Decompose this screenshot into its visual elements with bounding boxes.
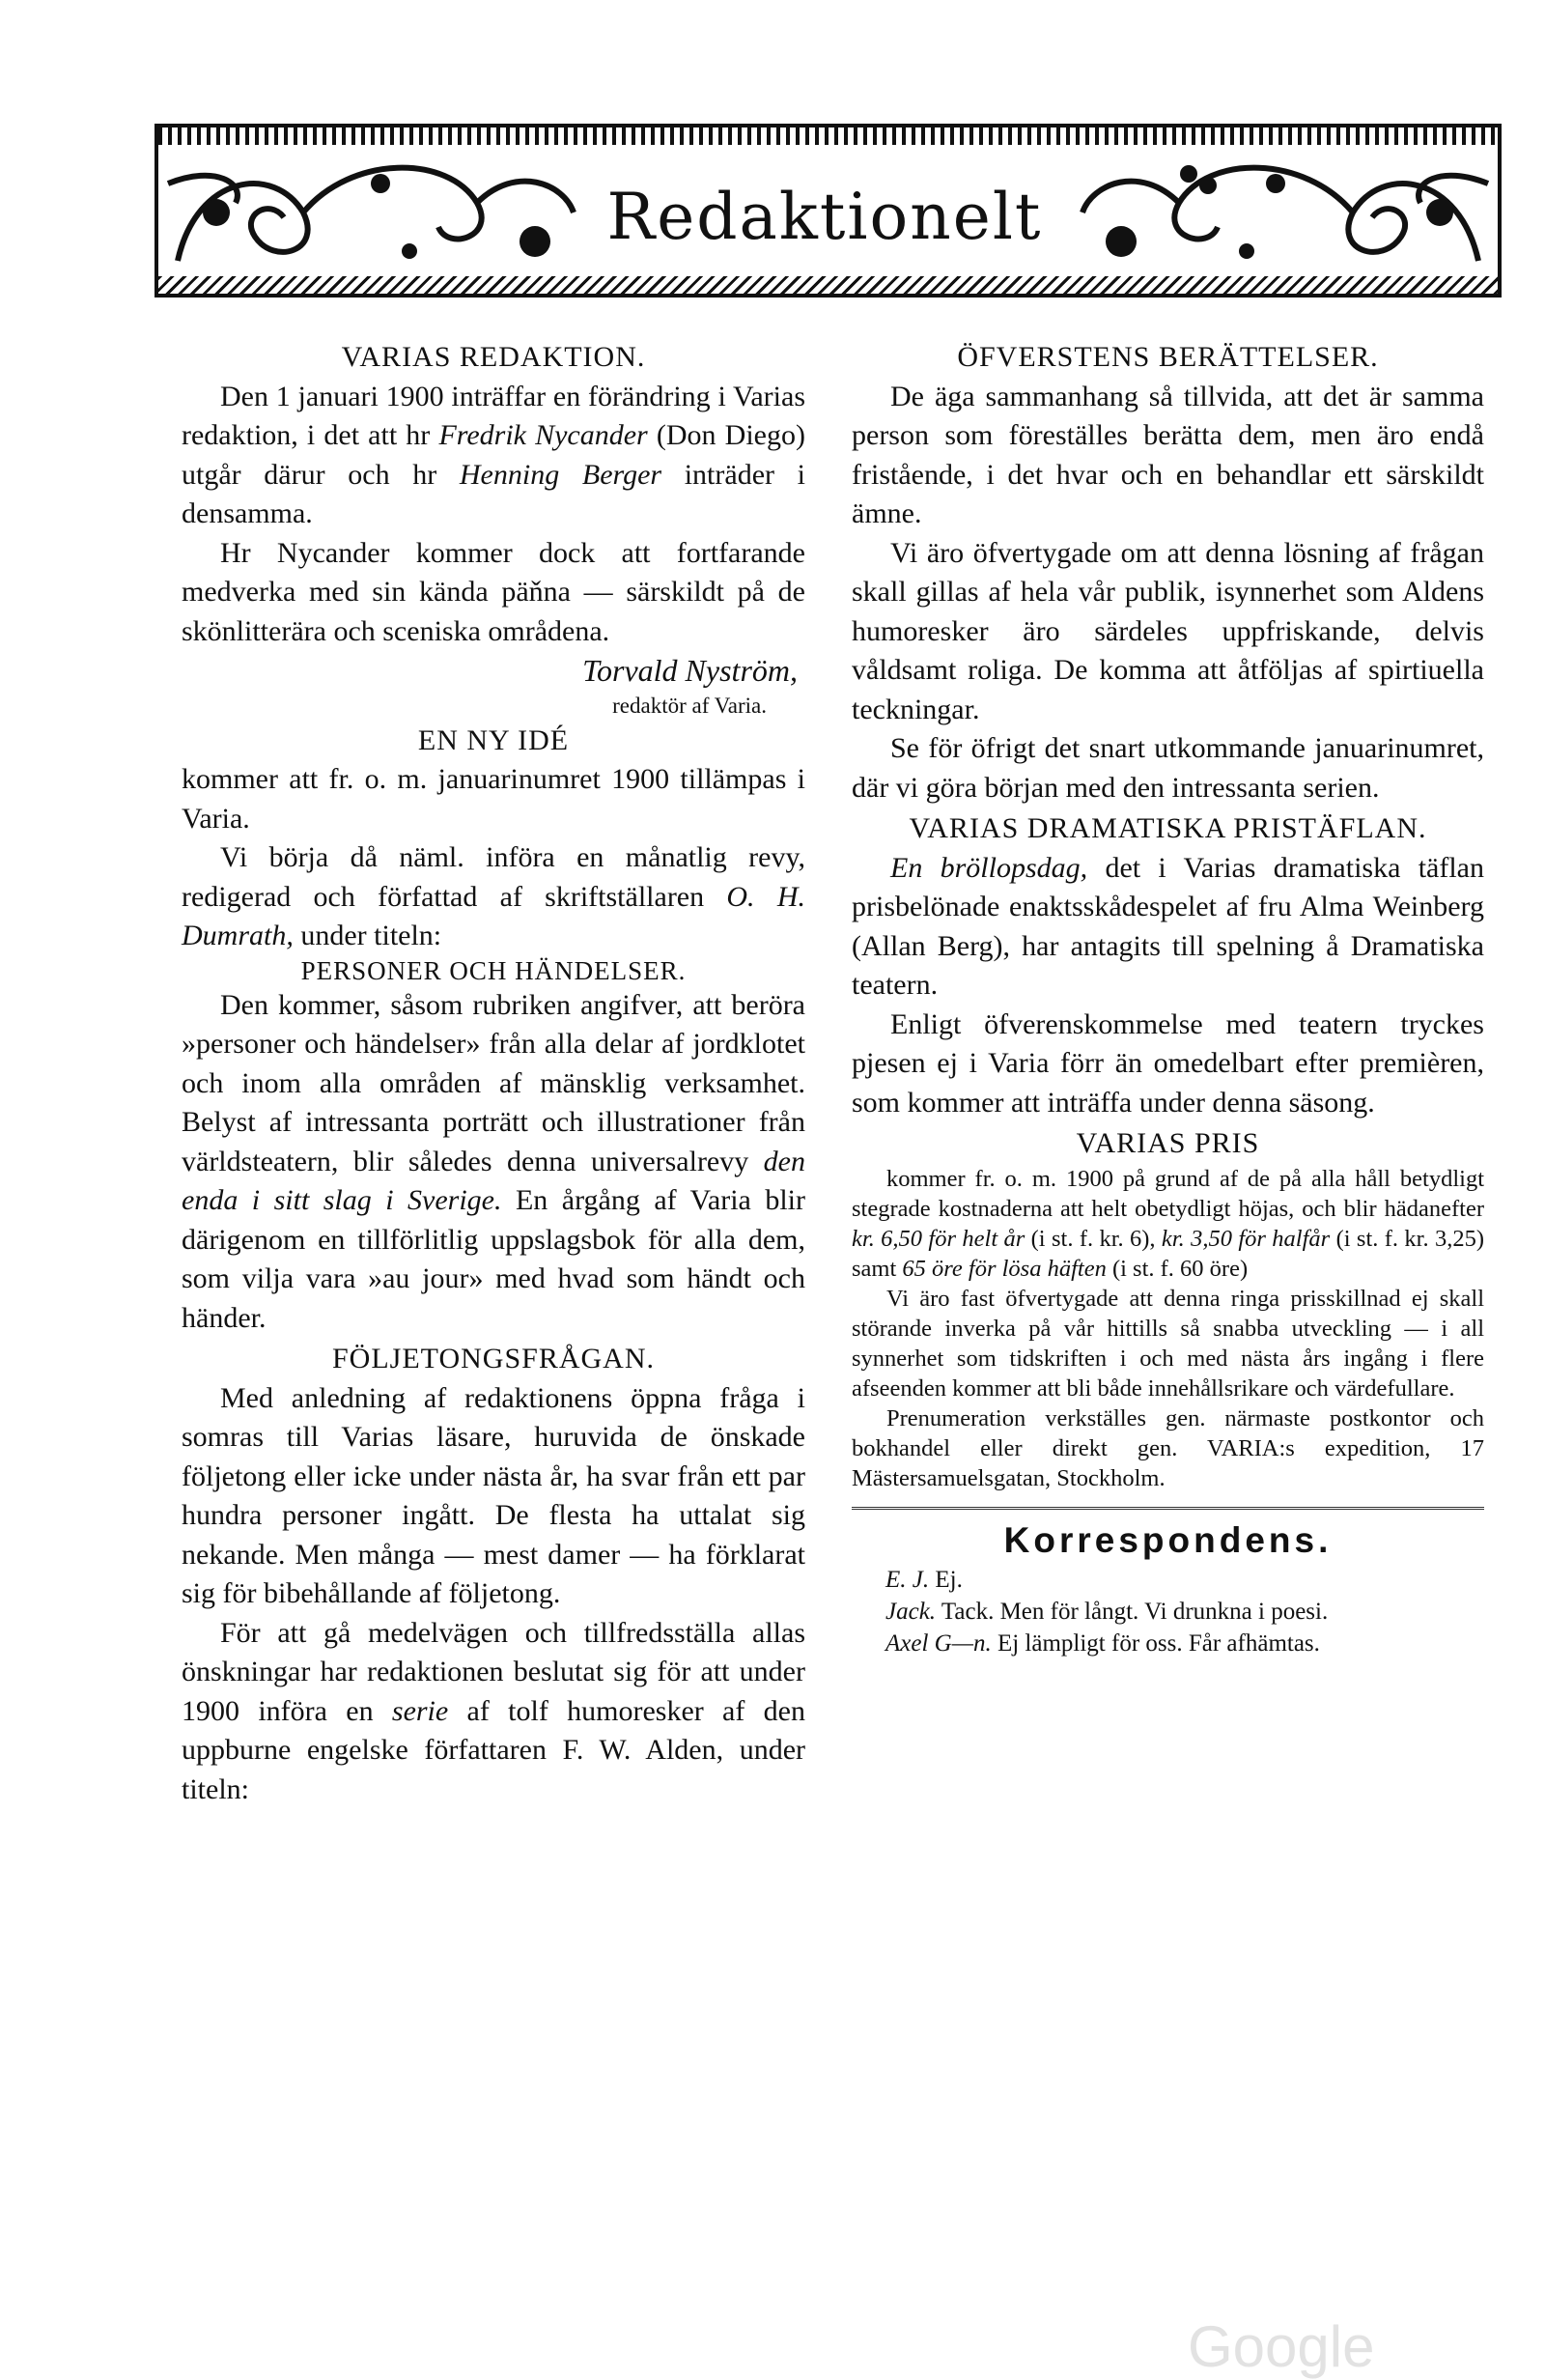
divider: [852, 1507, 1484, 1510]
correspondence-list: [852, 1564, 1484, 1659]
correspondence-item: Jack. Tack. Men för långt. Vi drunkna i poesi.: [885, 1599, 1329, 1625]
signature-name: Torvald Nyström,: [582, 653, 798, 688]
banner-border-top: [158, 128, 1498, 145]
paragraph-pris: kommer fr. o. m. 1900 på grund af de på alla håll betydligt stegrade kostnaderna att helt obetydligt höjas, och blir hädanefter kr. 6,50 för helt år (i st. f. kr. 6), kr. 3,50 för halfår (i st. f. kr. 3,25) samt 65 öre för lösa häften (i st. f. 60 öre): [852, 1165, 1484, 1282]
heading-varias-redaktion: VARIAS REDAKTION.: [341, 341, 646, 373]
right-ornament-icon: [1073, 145, 1498, 280]
paragraph-redaktion-change: Den 1 januari 1900 inträffar en förändring i Varias redaktion, i det att hr Fredrik Nycander (Don Diego) utgår därur och hr Henning Berger inträder i densamma.: [182, 380, 805, 529]
paragraph-teatern: Enligt öfverenskommelse med teatern tryckes pjesen ej i Varia förr än omedelbart efter premièren, som kommer att inträffa under denna säsong.: [852, 1007, 1484, 1119]
correspondence-item: Axel G—n. Ej lämpligt för oss. Får afhämtas.: [885, 1630, 1320, 1657]
signature: [182, 651, 805, 720]
heading-en-ny-ide: EN NY IDÉ: [417, 723, 570, 756]
paragraph-universalrevy: Den kommer, såsom rubriken angifver, att beröra »personer och händelser» från alla delar af jordklotet och inom alla områden af mänsklig verksamhet. Belyst af intressanta porträtt och illustrationer från världsteatern, blir således denna universalrevy den enda i sitt slag i Sverige. En årgång af Varia blir därigenom en tillförlitlig uppslagsbok för alla dem, som vilja vara »au jour» med hvad som händt och händer.: [182, 988, 805, 1334]
heading-dramatiska: VARIAS DRAMATISKA PRISTÄFLAN.: [909, 812, 1427, 844]
left-column: [182, 338, 805, 1809]
paragraph-losning: Vi äro öfvertygade om att denna lösning af frågan skall gillas af hela vår publik, isynnerhet som Aldens humoresker äro särdeles uppfriskande, delvis våldsamt roliga. De komma att åtföljas af spirtiuella teckningar.: [852, 536, 1484, 725]
paragraph-brollopsdag: En bröllopsdag, det i Varias dramatiska täflan prisbelönade enaktsskådespelet af fru Alma Weinberg (Allan Berg), har antagits till spelning å Dramatiska teatern.: [852, 851, 1484, 1001]
heading-varias-pris: VARIAS PRIS: [1076, 1127, 1260, 1159]
banner-title-box: [578, 168, 1071, 265]
paragraph-serie: För att gå medelvägen och tillfredsställa allas önskningar har redaktionen beslutat sig för att under 1900 införa en serie af tolf humoresker af den uppburne engelske författaren F. W. Alden, under titeln:: [182, 1616, 805, 1805]
paragraph-foljetong: Med anledning af redaktionens öppna fråga i somras till Varias läsare, huruvida de önskade följetong eller icke under nästa år, ha svar från ett par hundra personer ingått. De flesta ha uttalat sig nekande. Men många — mest damer — ha förklarat sig för bibehållande af följetong.: [182, 1381, 805, 1609]
paragraph-nycander: Hr Nycander kommer dock att fortfarande medverka med sin kända päňna — särskildt på de skönlitterära och sceniska områdena.: [182, 536, 805, 647]
section-banner: [154, 124, 1502, 298]
paragraph-sammanhang: De äga sammanhang så tillvida, att det är samma person som föreställes berätta dem, men äro endå fristående, i det hvar och en behandlar ett särskildt ämne.: [852, 380, 1484, 529]
paragraph-ny-ide-intro: kommer att fr. o. m. januarinumret 1900 tillämpas i Varia.: [182, 763, 805, 835]
paragraph-prenumeration: Prenumeration verkställes gen. närmaste postkontor och bokhandel eller direkt gen. VARIA:s expedition, 17 Mästersamuelsgatan, Stockholm.: [852, 1404, 1484, 1491]
page-title: Redaktionelt: [606, 179, 1043, 254]
subheading-personer: PERSONER OCH HÄNDELSER.: [300, 955, 687, 985]
paragraph-januarinumret: Se för öfrigt det snart utkommande januarinumret, där vi göra början med den intressanta serien.: [852, 732, 1484, 804]
price-section: [852, 1164, 1484, 1493]
right-column: [852, 338, 1484, 1659]
heading-ofverstens: ÖFVERSTENS BERÄTTELSER.: [957, 341, 1379, 373]
signature-role: redaktör af Varia.: [612, 693, 767, 718]
heading-foljetong: FÖLJETONGSFRÅGAN.: [332, 1343, 655, 1374]
heading-korrespondens: Korrespondens.: [1003, 1519, 1333, 1560]
paragraph-revy: Vi börja då näml. införa en månatlig revy, redigerad och författad af skriftställaren O. H. Dumrath, under titeln:: [182, 841, 805, 951]
left-ornament-icon: [158, 145, 583, 280]
paragraph-prisskillnad: Vi äro fast öfvertygade att denna ringa prisskillnad ej skall störande inverka på vår hittills så snabba utveckling — i all synnerhet som tidskriften i och med nästa års ingång i flere afseenden kommer att bli både innehållsrikare och värdefullare.: [852, 1285, 1484, 1402]
correspondence-item: E. J. Ej.: [885, 1567, 963, 1593]
banner-border-bottom: [158, 276, 1498, 294]
scan-watermark: Google: [1188, 2314, 1375, 2379]
